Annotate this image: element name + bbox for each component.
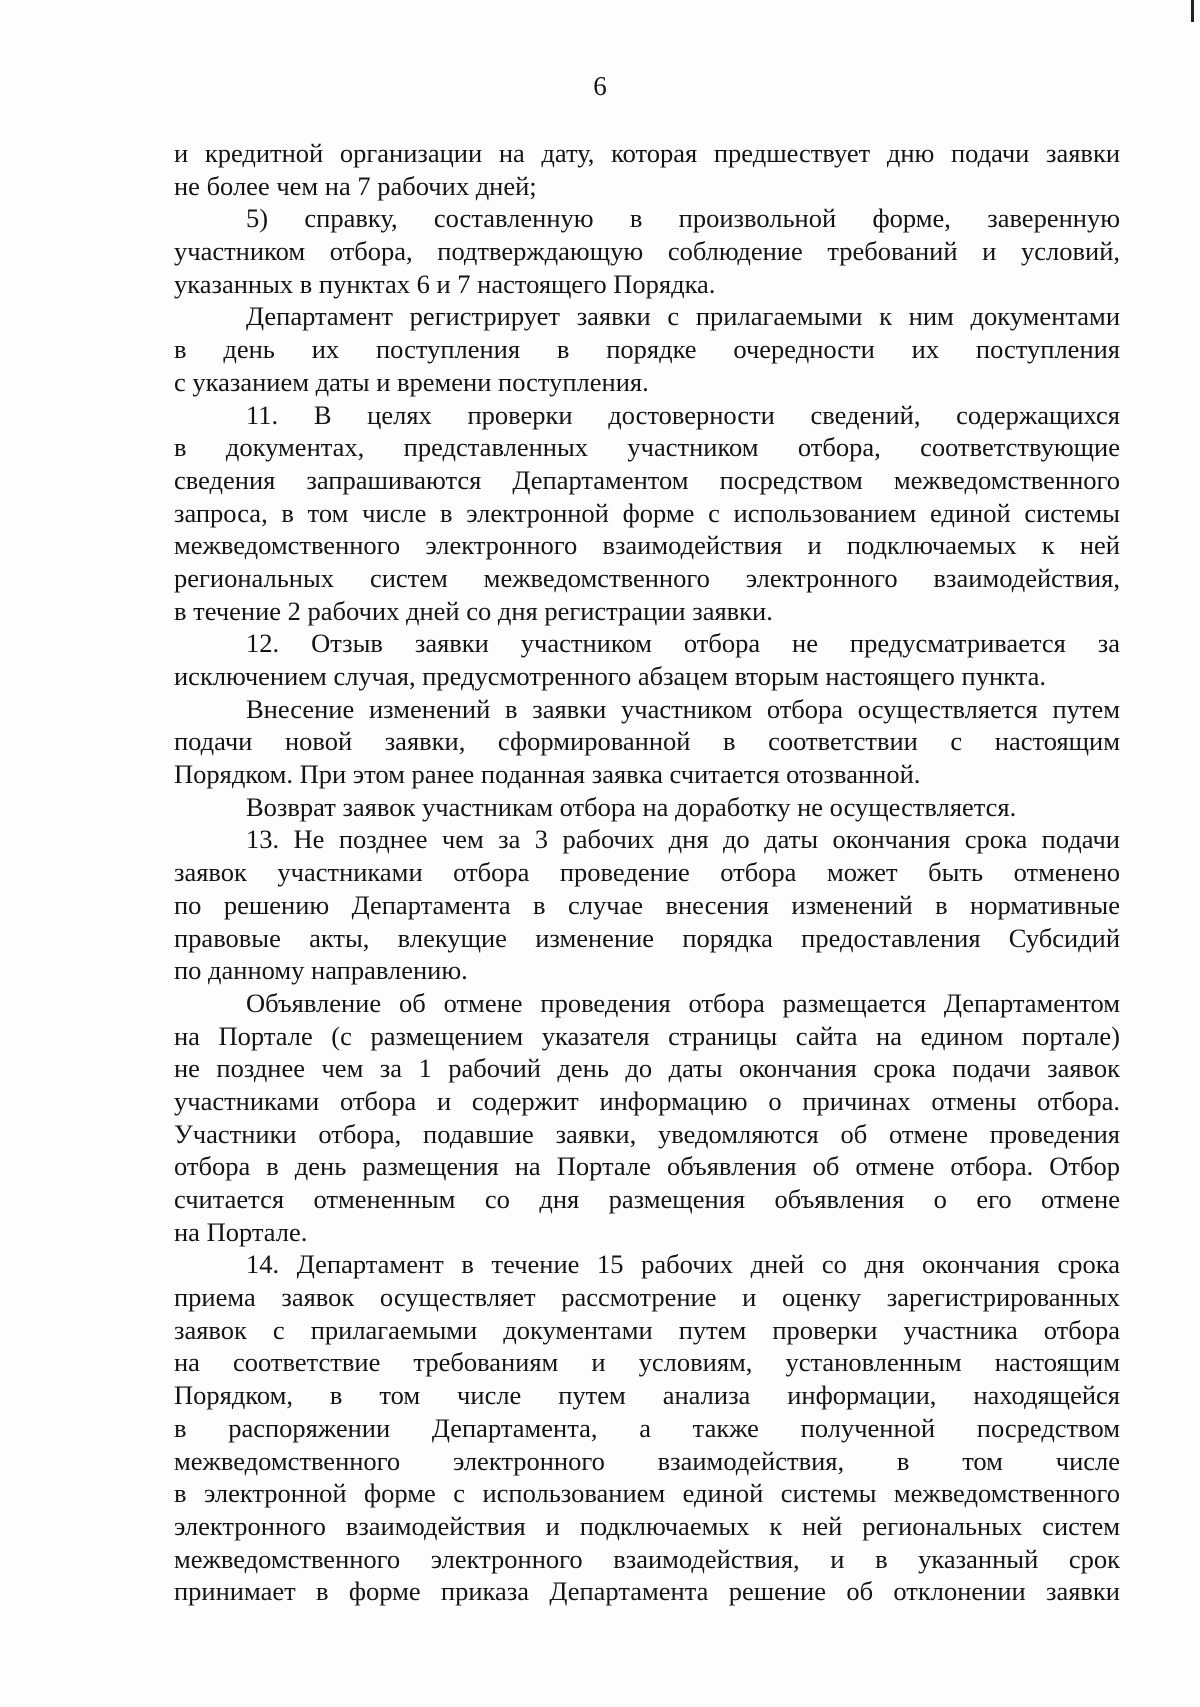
document-body [174,137,1120,1608]
text-line: правовые акты, влекущие изменение порядка предоставления Субсидий [174,922,1120,953]
text-line: не позднее чем за 1 рабочий день до даты окончания срока подачи заявок [174,1053,1120,1084]
text-line: исключением случая, предусмотренного абзацем вторым настоящего пункта. [174,661,1046,691]
text-line: по решению Департамента в случае внесения изменений в нормативные [174,889,1120,920]
text-line: в электронной форме с использованием единой системы межведомственного [174,1478,1120,1509]
text-line: участником отбора, подтверждающую соблюдение требований и условий, [174,236,1120,267]
text-line: электронного взаимодействия и подключаемых к ней региональных систем [174,1510,1120,1541]
text-line: приема заявок осуществляет рассмотрение и оценку зарегистрированных [174,1282,1120,1313]
text-line: запроса, в том числе в электронной форме с использованием единой системы [174,497,1120,528]
text-line: 5) справку, составленную в произвольной форме, заверенную [246,203,1120,234]
text-line: Порядком. При этом ранее поданная заявка считается отозванной. [174,759,921,790]
text-line: заявок участниками отбора проведение отбора может быть отменено [174,857,1120,888]
text-line: межведомственного электронного взаимодействия, в том числе [174,1445,1120,1476]
text-line: региональных систем межведомственного электронного взаимодействия, [174,562,1120,593]
text-line: Объявление об отмене проведения отбора размещается Департаментом [246,987,1120,1018]
page-number: 6 [593,71,607,101]
text-line: считается отмененным со дня размещения объявления о его отмене [174,1184,1120,1214]
text-line: Порядком, в том числе путем анализа информации, находящейся [174,1380,1120,1411]
text-line: по данному направлению. [174,955,468,986]
text-line: в документах, представленных участником отбора, соответствующие [174,432,1120,463]
scan-edge-mark [1191,0,1194,22]
text-line: 14. Департамент в течение 15 рабочих дней со дня окончания срока [246,1249,1120,1280]
text-line: на Портале (с размещением указателя страницы сайта на едином портале) [174,1020,1120,1051]
text-line: межведомственного электронного взаимодействия, и в указанный срок [174,1543,1120,1574]
text-line: сведения запрашиваются Департаментом посредством межведомственного [174,464,1120,495]
text-line: в распоряжении Департамента, а также полученной посредством [174,1412,1120,1443]
text-line: Возврат заявок участникам отбора на доработку не осуществляется. [246,791,1017,822]
text-line: 13. Не позднее чем за 3 рабочих дня до даты окончания срока подачи [246,824,1120,855]
text-line: участниками отбора и содержит информацию о причинах отмены отбора. [174,1085,1120,1116]
text-line: 11. В целях проверки достоверности сведений, содержащихся [246,399,1120,430]
text-line: в день их поступления в порядке очередности их поступления [174,334,1120,365]
text-line: принимает в форме приказа Департамента решение об отклонении заявки [174,1576,1120,1607]
text-line: с указанием даты и времени поступления. [174,366,649,397]
text-line: на Портале. [174,1216,308,1247]
text-line: 12. Отзыв заявки участником отбора не предусматривается за [246,628,1120,659]
text-line: отбора в день размещения на Портале объявления об отмене отбора. Отбор [174,1151,1120,1182]
text-line: Департамент регистрирует заявки с прилагаемыми к ним документами [246,301,1120,332]
text-line: межведомственного электронного взаимодействия и подключаемых к ней [174,530,1120,561]
text-line: на соответствие требованиям и условиям, установленным настоящим [174,1347,1120,1378]
text-line: не более чем на 7 рабочих дней; [174,170,537,201]
text-line: заявок с прилагаемыми документами путем проверки участника отбора [174,1314,1120,1345]
text-line: Внесение изменений в заявки участником отбора осуществляется путем [246,693,1120,724]
text-line: указанных в пунктах 6 и 7 настоящего Порядка. [174,268,716,299]
text-line: в течение 2 рабочих дней со дня регистрации заявки. [174,595,773,626]
text-line: Участники отбора, подавшие заявки, уведомляются об отмене проведения [174,1118,1120,1149]
text-line: и кредитной организации на дату, которая предшествует дню подачи заявки [174,138,1120,168]
text-line: подачи новой заявки, сформированной в соответствии с настоящим [174,726,1120,757]
